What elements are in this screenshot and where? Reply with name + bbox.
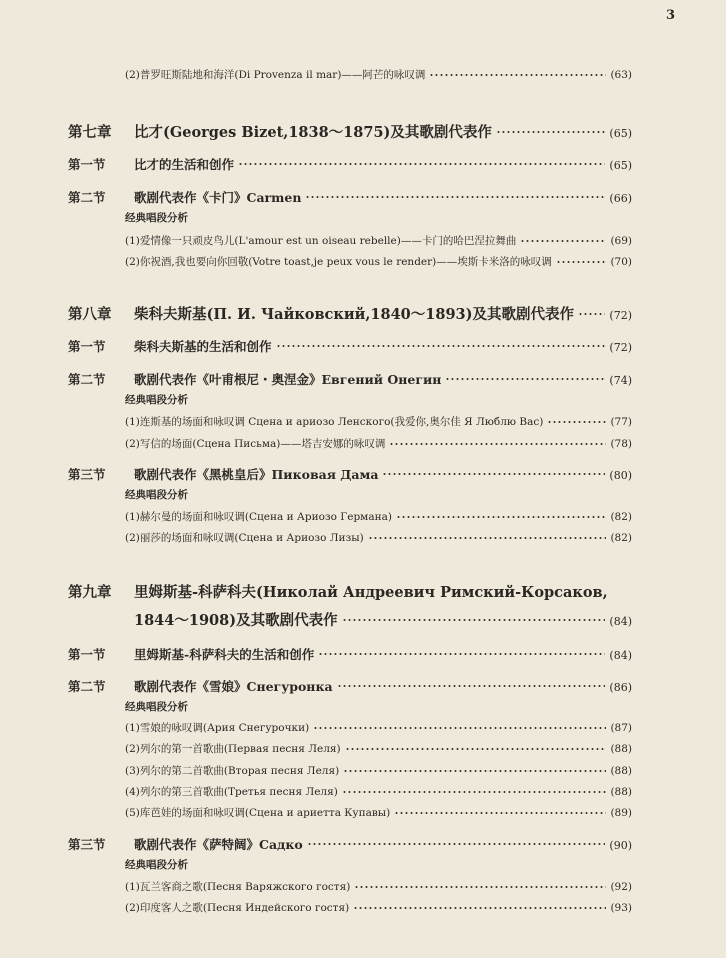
chapter-heading-line1[interactable] xyxy=(68,581,608,602)
section-page: (90) xyxy=(609,839,632,852)
toc-entry-label: (2)普罗旺斯陆地和海洋(Di Provenza il mar)——阿芒的咏叹调 xyxy=(125,69,426,81)
chapter-page: (84) xyxy=(609,615,632,628)
chapter-heading[interactable] xyxy=(68,303,632,324)
toc-entry-page: (88) xyxy=(610,743,632,755)
leader-dots xyxy=(396,516,606,518)
chapter-title: 柴科夫斯基(П. И. Чайковский,1840～1893)及其歌剧代表作 xyxy=(134,306,574,323)
chapter-heading[interactable] xyxy=(68,121,632,142)
toc-entry-label: (3)列尔的第二首歌曲(Вторая песня Леля) xyxy=(125,765,340,777)
leader-dots xyxy=(578,313,605,315)
section-title: 柴科夫斯基的生活和创作 xyxy=(134,339,272,354)
chapter-title: 里姆斯基-科萨科夫(Николай Андреевич Римский-Корсаков, xyxy=(134,584,608,601)
toc-entry-label: (2)你祝酒,我也要向你回敬(Votre toast,je peux vous le render)——埃斯卡米洛的咏叹调 xyxy=(125,256,552,268)
toc-entry-label: (1)连斯基的场面和咏叹调 Сцена и ариозо Ленского(我爱你,奥尔佳 Я Люблю Вас) xyxy=(125,416,544,428)
toc-entry-page: (93) xyxy=(610,902,632,914)
leader-dots xyxy=(382,473,605,475)
toc-entry-label: (1)雪娘的咏叹调(Ария Снегурочки) xyxy=(125,722,310,734)
chapter-heading-line2[interactable] xyxy=(134,609,632,630)
toc-entry-page: (77) xyxy=(610,416,632,428)
section-number: 第三节 xyxy=(68,467,106,482)
analysis-label: 经典唱段分析 xyxy=(125,489,188,501)
toc-entry[interactable] xyxy=(125,879,632,894)
analysis-label: 经典唱段分析 xyxy=(125,701,188,713)
leader-dots xyxy=(345,748,607,750)
toc-entry-label: (2)列尔的第一首歌曲(Первая песня Леля) xyxy=(125,743,341,755)
leader-dots xyxy=(342,791,607,793)
analysis-label: 经典唱段分析 xyxy=(125,212,188,224)
section-heading[interactable] xyxy=(68,188,632,206)
toc-entry-label: (2)写信的场面(Сцена Письма)——塔吉安娜的咏叹调 xyxy=(125,438,386,450)
toc-entry-label: (2)丽莎的场面和咏叹调(Сцена и Ариозо Лизы) xyxy=(125,532,364,544)
section-title: 歌剧代表作《雪娘》Снегуронка xyxy=(134,679,333,694)
toc-entry[interactable] xyxy=(125,530,632,545)
leader-dots xyxy=(429,74,606,76)
section-heading[interactable] xyxy=(68,370,632,388)
toc-entry[interactable] xyxy=(125,720,632,735)
leader-dots xyxy=(307,843,606,845)
section-page: (86) xyxy=(609,681,632,694)
leader-dots xyxy=(342,619,606,621)
toc-entry-label: (4)列尔的第三首歌曲(Третья песня Леля) xyxy=(125,786,338,798)
leader-dots xyxy=(445,378,605,380)
toc-entry-label: (5)库芭娃的场面和咏叹调(Сцена и ариетта Купавы) xyxy=(125,807,391,819)
chapter-number: 第七章 xyxy=(68,124,112,141)
section-title: 里姆斯基-科萨科夫的生活和创作 xyxy=(134,647,315,662)
toc-entry-page: (63) xyxy=(610,69,632,81)
leader-dots xyxy=(337,685,606,687)
section-title: 歌剧代表作《黑桃皇后》Пиковая Дама xyxy=(134,467,379,482)
section-title: 歌剧代表作《叶甫根尼・奥涅金》Евгений Онегин xyxy=(134,372,442,387)
leader-dots xyxy=(305,196,605,198)
section-number: 第一节 xyxy=(68,647,106,662)
toc-entry-page: (88) xyxy=(610,765,632,777)
toc-entry-page: (89) xyxy=(610,807,632,819)
toc-entry[interactable] xyxy=(125,509,632,524)
toc-entry[interactable] xyxy=(125,784,632,799)
section-page: (72) xyxy=(609,341,632,354)
chapter-number: 第八章 xyxy=(68,306,112,323)
chapter-title: 比才(Georges Bizet,1838～1875)及其歌剧代表作 xyxy=(134,124,492,141)
section-page: (84) xyxy=(609,649,632,662)
section-number: 第二节 xyxy=(68,372,106,387)
toc-entry[interactable] xyxy=(125,436,632,451)
section-heading[interactable] xyxy=(68,465,632,483)
toc-entry-page: (78) xyxy=(610,438,632,450)
leader-dots xyxy=(389,443,606,445)
section-page: (65) xyxy=(609,159,632,172)
leader-dots xyxy=(318,653,605,655)
section-page: (74) xyxy=(609,374,632,387)
leader-dots xyxy=(556,261,607,263)
section-number: 第二节 xyxy=(68,679,106,694)
section-title: 歌剧代表作《卡门》Carmen xyxy=(134,190,302,205)
leader-dots xyxy=(354,886,606,888)
toc-entry-label: (2)印度客人之歌(Песня Индейского гостя) xyxy=(125,902,350,914)
toc-entry[interactable] xyxy=(125,254,632,269)
section-heading[interactable] xyxy=(68,337,632,355)
leader-dots xyxy=(238,163,605,165)
chapter-number: 第九章 xyxy=(68,584,112,601)
leader-dots xyxy=(276,345,606,347)
toc-entry[interactable] xyxy=(125,900,632,915)
toc-entry-page: (88) xyxy=(610,786,632,798)
leader-dots xyxy=(368,537,607,539)
section-title: 比才的生活和创作 xyxy=(134,157,235,172)
section-heading[interactable] xyxy=(68,677,632,695)
analysis-label: 经典唱段分析 xyxy=(125,394,188,406)
toc-entry[interactable] xyxy=(125,414,632,429)
toc-entry-page: (70) xyxy=(610,256,632,268)
toc-entry-label: (1)瓦兰客商之歌(Песня Варяжского гостя) xyxy=(125,881,351,893)
leader-dots xyxy=(353,907,606,909)
toc-entry-page: (82) xyxy=(610,532,632,544)
section-page: (80) xyxy=(609,469,632,482)
page-number: 3 xyxy=(666,8,676,23)
toc-entry-page: (87) xyxy=(610,722,632,734)
chapter-page: (65) xyxy=(609,127,632,140)
leader-dots xyxy=(496,131,606,133)
section-title: 歌剧代表作《萨特阔》Садко xyxy=(134,837,303,852)
leader-dots xyxy=(343,770,606,772)
section-number: 第二节 xyxy=(68,190,106,205)
chapter-title-cont: 1844～1908)及其歌剧代表作 xyxy=(134,612,338,629)
toc-entry[interactable] xyxy=(125,805,632,820)
leader-dots xyxy=(394,812,606,814)
leader-dots xyxy=(313,727,606,729)
section-number: 第一节 xyxy=(68,339,106,354)
section-heading[interactable] xyxy=(68,645,632,663)
toc-entry[interactable] xyxy=(125,763,632,778)
section-number: 第一节 xyxy=(68,157,106,172)
leader-dots xyxy=(520,240,606,242)
toc-entry[interactable] xyxy=(125,67,632,82)
toc-entry-page: (82) xyxy=(610,511,632,523)
chapter-page: (72) xyxy=(609,309,632,322)
section-heading[interactable] xyxy=(68,155,632,173)
section-heading[interactable] xyxy=(68,835,632,853)
toc-entry-page: (69) xyxy=(610,235,632,247)
leader-dots xyxy=(547,421,606,423)
toc-entry[interactable] xyxy=(125,233,632,248)
toc-entry-page: (92) xyxy=(610,881,632,893)
analysis-label: 经典唱段分析 xyxy=(125,859,188,871)
section-page: (66) xyxy=(609,192,632,205)
toc-entry-label: (1)爱情像一只顽皮鸟儿(L'amour est un oiseau rebelle)——卡门的哈巴涅拉舞曲 xyxy=(125,235,517,247)
toc-entry-label: (1)赫尔曼的场面和咏叹调(Сцена и Ариозо Германа) xyxy=(125,511,392,523)
section-number: 第三节 xyxy=(68,837,106,852)
toc-entry[interactable] xyxy=(125,741,632,756)
